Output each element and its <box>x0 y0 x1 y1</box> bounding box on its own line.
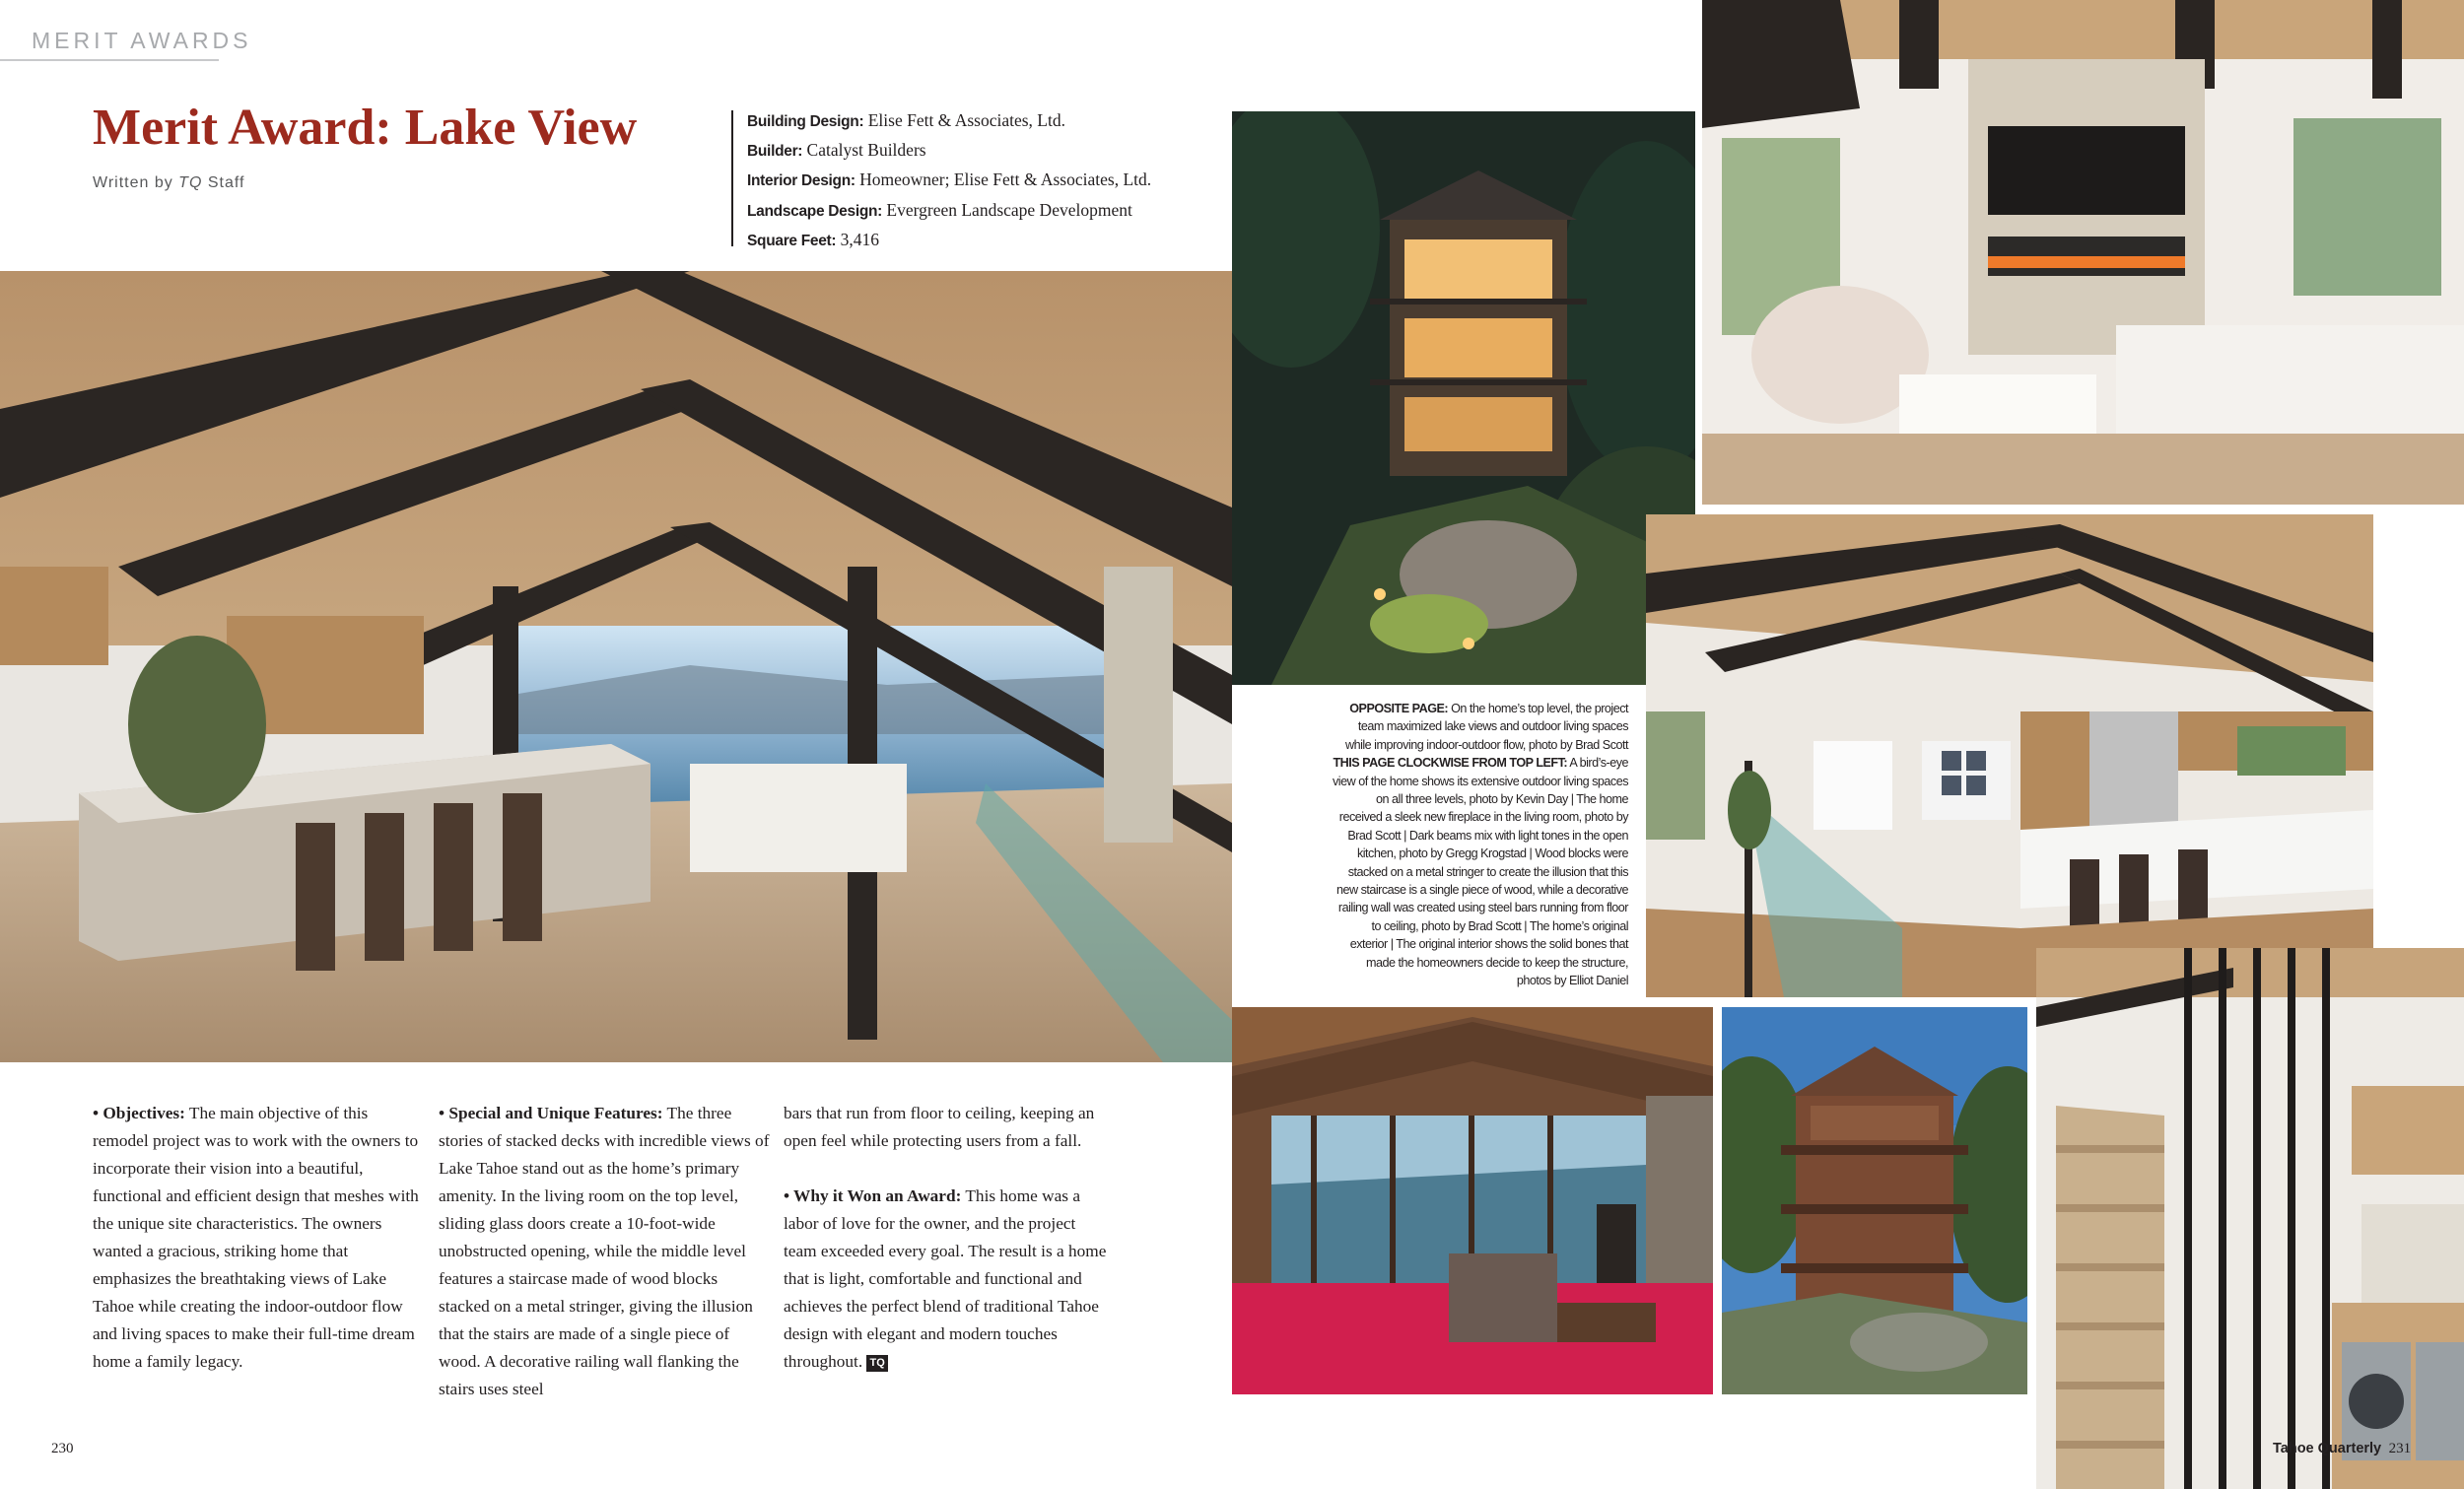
page-number-left: 230 <box>51 1441 74 1456</box>
caption-this-page-text: A bird’s-eye view of the home shows its extensive outdoor living spaces on all three levels, photo by Kevin Day | The home received a sleek new fireplace in the living room, photo by Brad Scott | Dark beams mix with light tones in the open kitchen, photo by Gregg Krogstad | Wood blocks were stacked on a metal stringer to create the illusion that this new staircase is a single piece of wood, while a decorative railing wall was created using steel bars running from floor to ceiling, photo by Brad Scott | The home’s original exterior | The original interior shows the solid bones that made the homeowners decide to keep the structure, photos by Elliot Daniel <box>1333 756 1629 988</box>
features-text: The three stories of stacked decks with incredible views of Lake Tahoe stand out as the home’s primary amenity. In the living room on the top level, sliding glass doors create a 10-foot-wide unobstructed opening, while the middle level features a staircase made of wood blocks stacked on a metal stringer, giving the illusion that the stairs are made of a single piece of wood. A decorative railing wall flanking the stairs uses steel <box>439 1104 770 1398</box>
page-footer-right <box>2273 1441 2411 1457</box>
credit-builder <box>747 136 1151 166</box>
credit-label: Landscape Design: <box>747 202 883 220</box>
byline-author: TQ <box>178 174 203 191</box>
publication-name: Tahoe Quarterly <box>2273 1441 2382 1456</box>
body-column-2 <box>439 1100 772 1403</box>
caption-opposite-text: On the home’s top level, the project team maximized lake views and outdoor living spaces while improving indoor-outdoor flow, photo by Brad Scott <box>1344 702 1628 752</box>
features-paragraph <box>439 1100 772 1403</box>
credit-landscape-design <box>747 196 1151 226</box>
caption-this-page-label: THIS PAGE CLOCKWISE FROM TOP LEFT: <box>1333 756 1568 771</box>
article-title: Merit Award: Lake View <box>93 100 638 156</box>
byline <box>93 174 244 192</box>
credit-value: Homeowner; Elise Fett & Associates, Ltd. <box>859 169 1152 190</box>
credits-rule <box>731 110 733 246</box>
credit-label: Builder: <box>747 143 803 161</box>
body-column-1 <box>93 1100 426 1376</box>
open-kitchen-photo <box>1646 514 2373 997</box>
credit-value: Catalyst Builders <box>806 140 926 161</box>
caption-opposite-label: OPPOSITE PAGE: <box>1349 702 1449 715</box>
page-number-right: 231 <box>2388 1441 2412 1456</box>
living-room-fireplace-photo <box>1702 0 2464 505</box>
original-interior-photo <box>1232 1007 1713 1394</box>
features-label: • Special and Unique Features: <box>439 1104 663 1122</box>
photo-caption <box>1333 700 1628 990</box>
end-mark-logo: TQ <box>866 1355 888 1372</box>
features-continued: bars that run from floor to ceiling, keeping an open feel while protecting users from a fall. <box>784 1104 1095 1150</box>
original-exterior-photo <box>1722 1007 2027 1394</box>
section-label: MERIT AWARDS <box>32 28 252 53</box>
credit-interior-design <box>747 166 1151 195</box>
byline-suffix: Staff <box>202 174 245 191</box>
section-rule <box>0 59 219 61</box>
award-paragraph <box>784 1183 1109 1376</box>
award-text: This home was a labor of love for the owner, and the project team exceeded every goal. The result is a home that is light, comfortable and functional and achieves the perfect blend of traditional Tahoe design with elegant and modern touches throughout. <box>784 1186 1107 1371</box>
objectives-text: The main objective of this remodel project was to work with the owners to incorporate their vision into a beautiful, functional and efficient design that meshes with the unique site characteristics. The owners wanted a gracious, striking home that emphasizes the breathtaking views of Lake Tahoe while creating the indoor-outdoor flow and living spaces to make their full-time dream home a family legacy. <box>93 1104 419 1371</box>
body-column-3 <box>784 1100 1109 1376</box>
credit-label: Interior Design: <box>747 172 856 190</box>
credit-square-feet <box>747 226 1151 255</box>
staircase-laundry-photo <box>2036 948 2464 1489</box>
credit-value: Evergreen Landscape Development <box>886 199 1132 220</box>
credit-value: Elise Fett & Associates, Ltd. <box>867 110 1065 130</box>
credits-list <box>747 106 1151 255</box>
byline-prefix: Written by <box>93 174 179 191</box>
credit-building-design <box>747 106 1151 136</box>
award-label: • Why it Won an Award: <box>784 1186 962 1205</box>
credit-value: 3,416 <box>840 229 880 249</box>
credit-label: Building Design: <box>747 113 864 130</box>
aerial-exterior-photo <box>1232 111 1695 685</box>
great-room-kitchen-photo <box>0 271 1232 1062</box>
credit-label: Square Feet: <box>747 232 837 249</box>
objectives-label: • Objectives: <box>93 1104 185 1122</box>
objectives-paragraph <box>93 1100 426 1376</box>
